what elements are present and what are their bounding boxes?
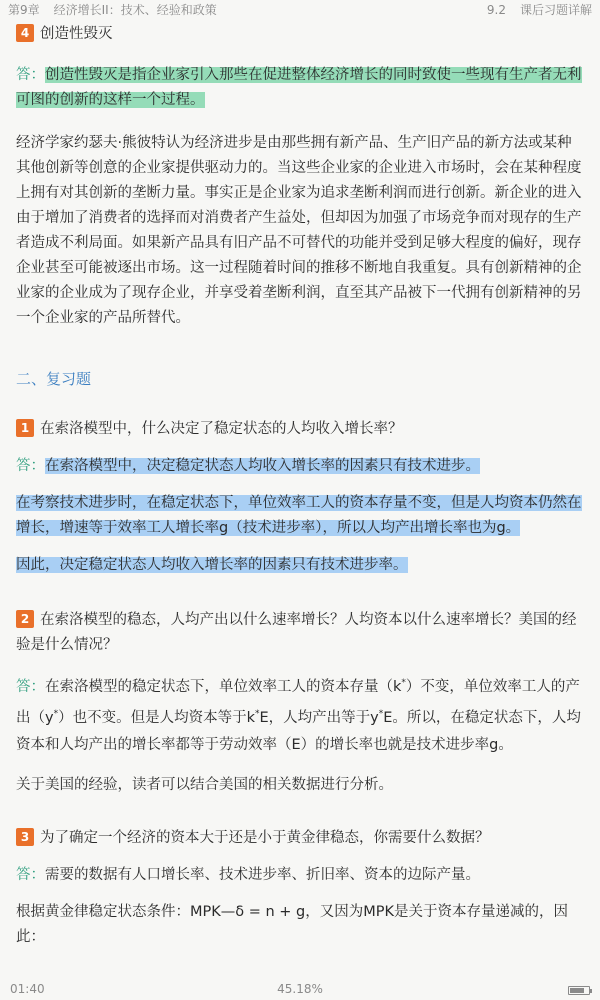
chapter-number: 第9章 [8, 3, 40, 17]
answer-text-part-3: ）也不变。但是人均资本等于k [58, 709, 255, 726]
question-3 [16, 826, 584, 851]
answer-label: 答： [16, 678, 45, 695]
section-title: 课后习题详解 [519, 3, 592, 17]
question-1 [16, 417, 584, 442]
star-superscript: * [401, 678, 406, 688]
top-status-bar [0, 0, 600, 18]
header-right [473, 1, 592, 18]
highlighted-answer[interactable]: 创造性毁灭是指企业家引入那些在促进整体经济增长的同时致使一些现有生产者无利可图的创新的这样一个过程。 [16, 67, 582, 108]
answer-2-paragraph: 关于美国的经验，读者可以结合美国的相关数据进行分析。 [16, 776, 393, 793]
question-text: 为了确定一个经济的资本大于还是小于黄金律稳态，你需要什么数据？ [40, 829, 490, 846]
battery-icon [568, 986, 590, 995]
question-number-badge: 1 [16, 419, 34, 437]
answer-1-paragraph-1 [16, 491, 584, 541]
answer-label: 答： [16, 866, 45, 883]
section-heading: 二、复习题 [16, 370, 92, 388]
chapter-title: 经济增长II：技术、经验和政策 [53, 3, 217, 17]
question-number-badge: 2 [16, 610, 34, 628]
answer-text-part-4: E，人均产出等于y [259, 709, 379, 726]
answer-label: 答： [16, 67, 45, 83]
answer-label: 答： [16, 458, 45, 474]
answer-text-part-1: 在索洛模型的稳定状态下，单位效率工人的资本存量（k [45, 678, 402, 695]
battery-level [570, 988, 584, 993]
answer-1-paragraph-2 [16, 553, 584, 578]
answer-3-paragraph: 根据黄金律稳定状态条件：MPK—δ = n + g，又因为MPK是关于资本存量递减的，因此： [16, 903, 569, 945]
bottom-status-bar [0, 982, 600, 1000]
answer-4-paragraph: 经济学家约瑟夫·熊彼特认为经济进步是由那些拥有新产品、生产旧产品的新方法或某种其他创新等创意的企业家提供驱动力的。当这些企业家的企业进入市场时，会在某种程度上拥有对其创新的垄断力量。事实正是企业家为追求垄断利润而进行创新。新企业的进入由于增加了消费者的选择而对消费者产生益处，但却因为加强了市场竞争而对现存的生产者造成不利局面。如果新产品具有旧产品不可替代的功能并受到足够大程度的偏好，现存企业甚至可能被逐出市场。这一过程随着时间的推移不断地自我重复。具有创新精神的企业家的企业成为了现存企业，并享受着垄断利润，直至其产品被下一代拥有创新精神的另一个企业家的产品所替代。 [16, 135, 582, 326]
highlighted-paragraph[interactable]: 因此，决定稳定状态人均收入增长率的因素只有技术进步率。 [16, 557, 408, 573]
star-superscript: * [378, 708, 384, 719]
question-text: 在索洛模型的稳态，人均产出以什么速率增长？人均资本以什么速率增长？美国的经验是什么情况？ [16, 612, 577, 653]
section-number: 9.2 [486, 3, 506, 17]
question-number-badge: 3 [16, 828, 34, 846]
question-number-badge: 4 [16, 24, 34, 42]
answer-3 [16, 863, 584, 888]
clock: 01:40 [10, 982, 45, 996]
answer-2 [16, 670, 584, 759]
answer-4 [16, 63, 584, 113]
highlighted-paragraph[interactable]: 在考察技术进步时，在稳定状态下，单位效率工人的资本存量不变，但是人均资本仍然在增长，增速等于效率工人增长率g（技术进步率），所以人均产出增长率也为g。 [16, 495, 582, 536]
reading-progress: 45.18% [277, 982, 323, 996]
header-left [8, 1, 231, 18]
answer-text-part-2: ）不变，单位效率工人的产出（y [16, 678, 580, 726]
question-title: 创造性毁灭 [40, 26, 113, 42]
highlighted-answer[interactable]: 在索洛模型中，决定稳定状态人均收入增长率的因素只有技术进步。 [45, 458, 480, 474]
star-superscript: * [255, 708, 260, 719]
star-superscript: * [53, 708, 59, 719]
question-text: 在索洛模型中，什么决定了稳定状态的人均收入增长率？ [40, 421, 403, 437]
answer-1 [16, 454, 584, 479]
question-4 [16, 22, 584, 47]
answer-text: 需要的数据有人口增长率、技术进步率、折旧率、资本的边际产量。 [45, 866, 480, 883]
answer-text-part-5: E。所以，在稳定状态下，人均资本和人均产出的增长率都等于劳动效率（E）的增长率也就是技术进步率g。 [16, 709, 581, 753]
question-2 [16, 608, 584, 658]
page-content [16, 20, 584, 950]
